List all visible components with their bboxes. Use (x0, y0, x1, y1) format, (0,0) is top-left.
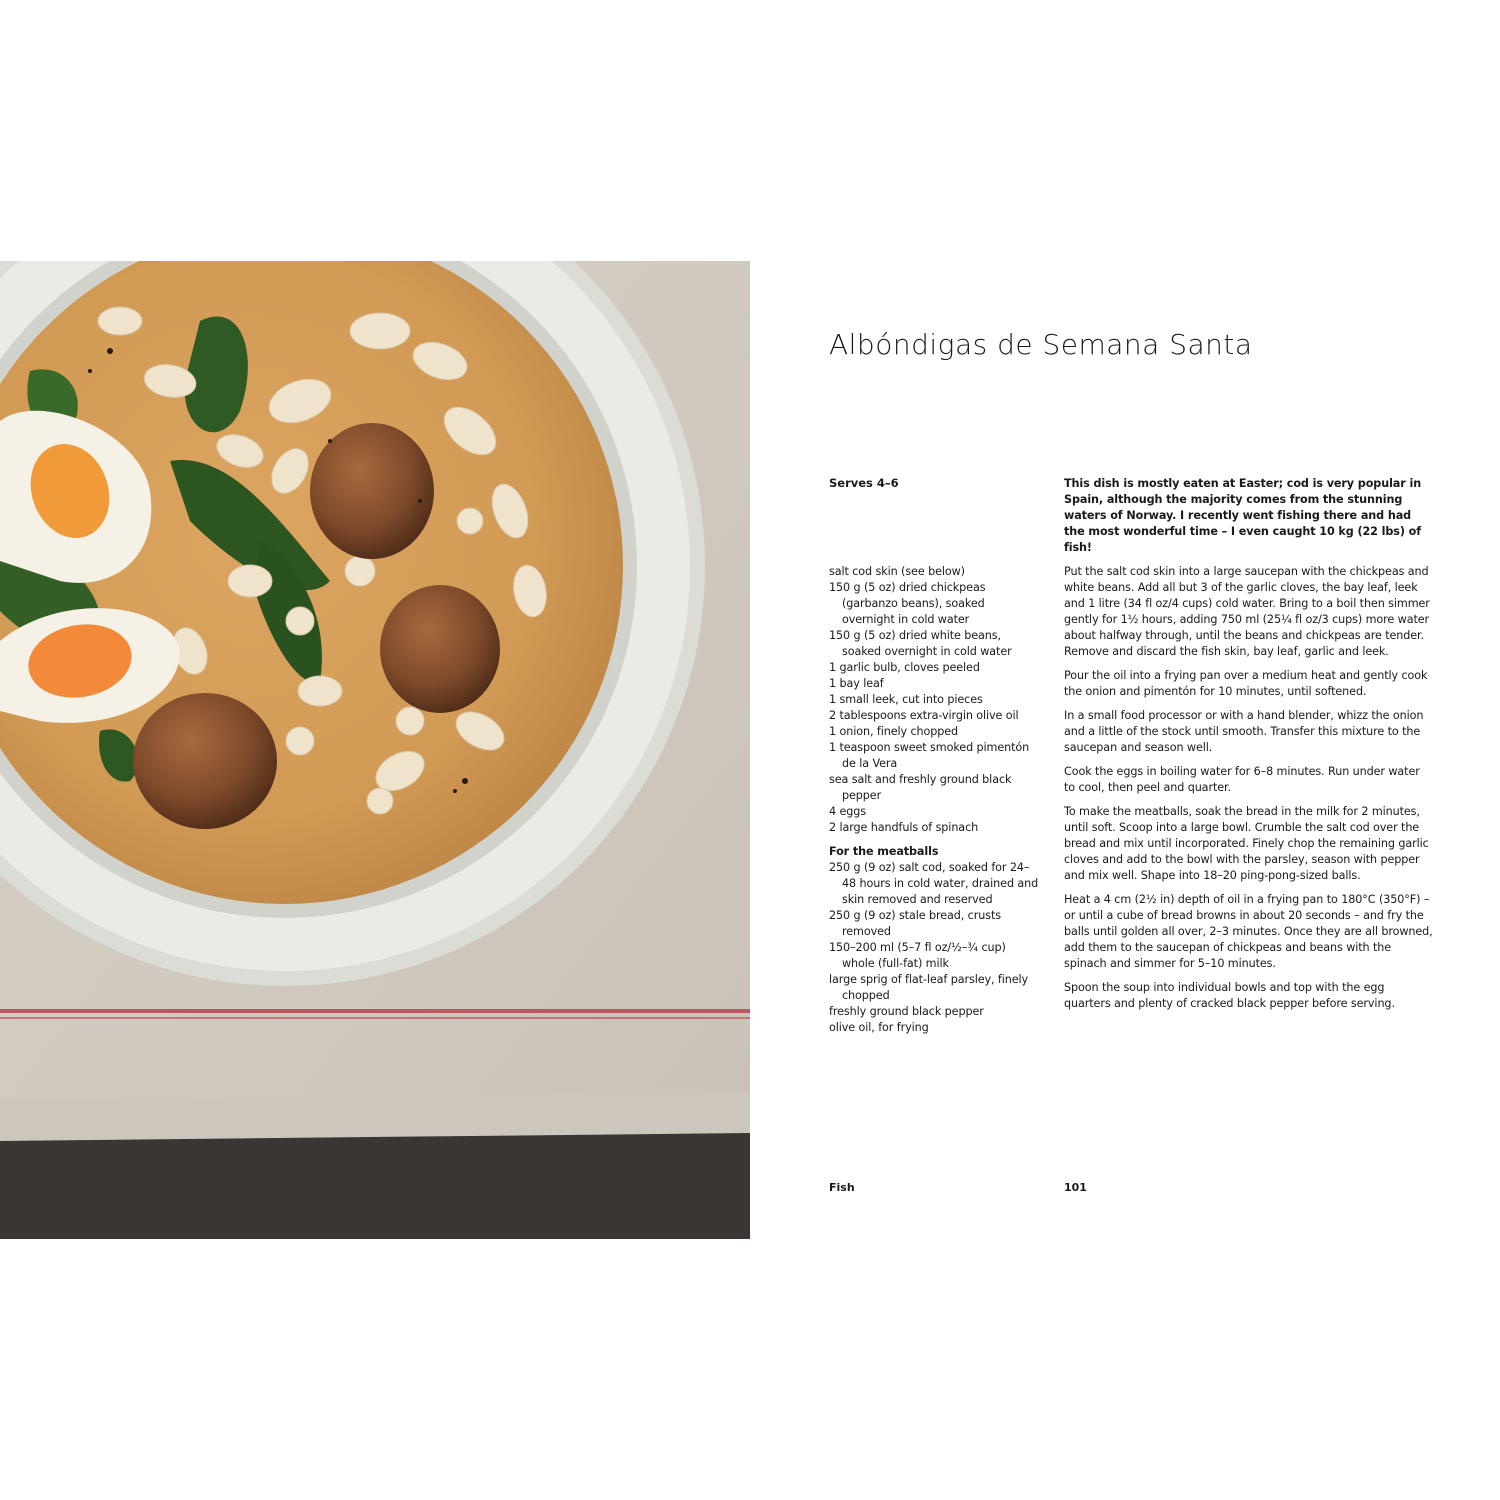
ingredient-item: 150 g (5 oz) dried white beans, soaked overnight in cold water (829, 629, 1012, 658)
dish-photo (0, 261, 750, 1239)
meatball-ingredient-item: 250 g (9 oz) stale bread, crusts removed (829, 909, 1001, 938)
method-steps (1064, 564, 1434, 1020)
ingredient-item: 2 tablespoons extra-virgin olive oil (829, 709, 1019, 722)
ingredient-item: 150 g (5 oz) dried chickpeas (garbanzo beans), soaked overnight in cold water (829, 581, 986, 626)
method-step: In a small food processor or with a hand blender, whizz the onion and a little of the stock until smooth. Transfer this mixture to the saucepan and season well. (1064, 709, 1424, 754)
ingredient-item: salt cod skin (see below) (829, 565, 965, 578)
ingredient-item: 1 onion, finely chopped (829, 725, 959, 738)
meatballs-heading: For the meatballs (829, 845, 939, 858)
serves-label: Serves 4–6 (829, 476, 899, 490)
ingredient-item: 2 large handfuls of spinach (829, 821, 979, 834)
meatball-ingredient-item: olive oil, for frying (829, 1021, 929, 1034)
ingredient-item: sea salt and freshly ground black pepper (829, 773, 1012, 802)
method-step: Cook the eggs in boiling water for 6–8 minutes. Run under water to cool, then peel and quarter. (1064, 765, 1420, 794)
method-step: Put the salt cod skin into a large saucepan with the chickpeas and white beans. Add all but 3 of the garlic cloves, the bay leaf, leek and 1 litre (34 fl oz/4 cups) cold water. Bring to a boil then simmer gently for 1½ hours, adding 750 ml (25¼ fl oz/3 cups) more water about halfway through, until the beans and chickpeas are tender. Remove and discard the fish skin, bay leaf, garlic and leek. (1064, 565, 1430, 658)
method-step: Spoon the soup into individual bowls and top with the egg quarters and plenty of cracked black pepper before serving. (1064, 981, 1395, 1010)
method-step: Pour the oil into a frying pan over a medium heat and gently cook the onion and pimentón for 10 minutes, until softened. (1064, 669, 1428, 698)
ingredient-item: 1 bay leaf (829, 677, 884, 690)
meatball-ingredient-item: freshly ground black pepper (829, 1005, 984, 1018)
meatball-ingredient-item: large sprig of flat-leaf parsley, finely chopped (829, 973, 1029, 1002)
page-number: 101 (1064, 1181, 1087, 1194)
footer-section-label: Fish (829, 1181, 855, 1194)
method-step: To make the meatballs, soak the bread in the milk for 2 minutes, until soft. Scoop into a large bowl. Crumble the salt cod over the bread and mix until incorporated. Finely chop the remaining garlic cloves and add to the bowl with the parsley, season with pepper and mix well. Shape into 18–20 ping-pong-sized balls. (1064, 805, 1429, 882)
recipe-intro: This dish is mostly eaten at Easter; cod is very popular in Spain, although the majority comes from the stunning waters of Norway. I recently went fishing there and had the most wonderful time – I even caught 10 kg (22 lbs) of fish! (1064, 477, 1422, 554)
ingredient-item: 1 small leek, cut into pieces (829, 693, 983, 706)
meatball-ingredient-item: 250 g (9 oz) salt cod, soaked for 24–48 hours in cold water, drained and skin removed and reserved (829, 861, 1039, 906)
ingredient-item: 1 teaspoon sweet smoked pimentón de la Vera (829, 741, 1030, 770)
ingredient-item: 4 eggs (829, 805, 866, 818)
meatball-ingredient-item: 150–200 ml (5–7 fl oz/½–¾ cup) whole (full-fat) milk (829, 941, 1006, 970)
ingredient-list (829, 564, 1039, 1036)
method-step: Heat a 4 cm (2½ in) depth of oil in a frying pan to 180°C (350°F) – or until a cube of bread browns in about 20 seconds – and fry the balls until golden all over, 2–3 minutes. Once they are all browned, add them to the saucepan of chickpeas and beans with the spinach and simmer for 5–10 minutes. (1064, 893, 1433, 970)
recipe-title: Albóndigas de Semana Santa (829, 328, 1253, 361)
ingredient-item: 1 garlic bulb, cloves peeled (829, 661, 980, 674)
